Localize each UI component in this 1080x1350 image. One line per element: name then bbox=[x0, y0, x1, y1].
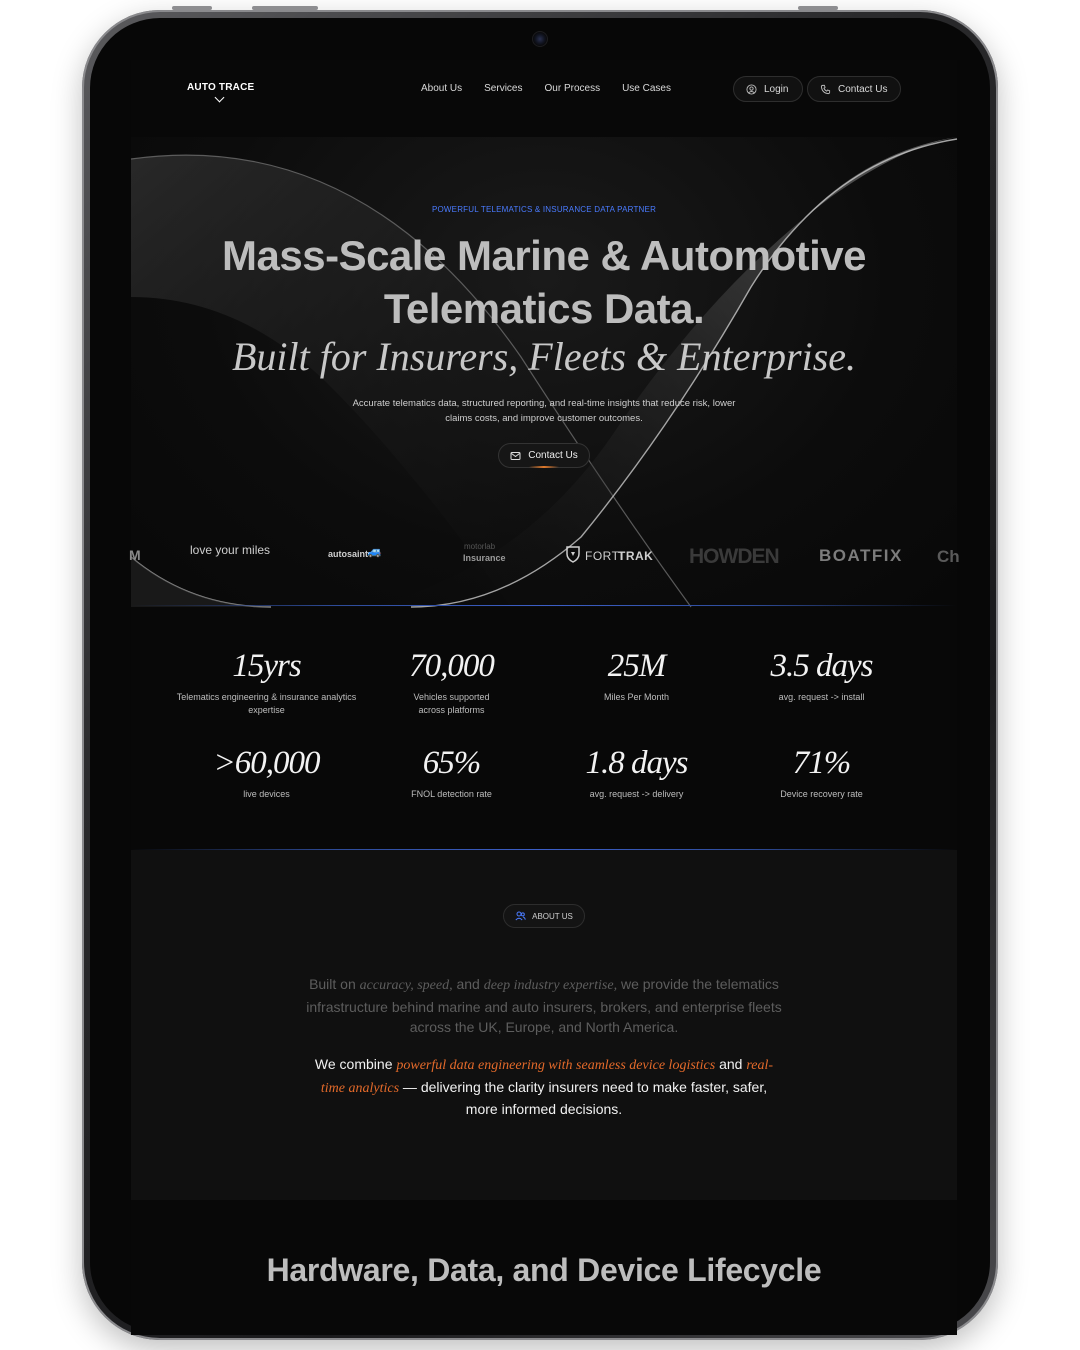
stat-label: avg. request -> delivery bbox=[589, 789, 684, 799]
divider bbox=[131, 605, 957, 606]
about-p1-emphasis: deep industry expertise, bbox=[483, 978, 618, 993]
logo-love-your-miles: love your miles bbox=[190, 543, 271, 557]
stat-value: 15yrs bbox=[232, 648, 301, 684]
logo-fortitrak-a: FORTI bbox=[585, 549, 624, 563]
stat-value: 71% bbox=[792, 745, 851, 781]
hero-cta-label: Contact Us bbox=[528, 450, 578, 461]
about-paragraph bbox=[306, 1054, 782, 1120]
hero-section bbox=[129, 137, 960, 607]
logo-boatfix: BOATFIX bbox=[819, 546, 903, 565]
stat-label: live devices bbox=[243, 789, 290, 799]
stat-value: 25M bbox=[607, 648, 666, 684]
hero-title-line1: Mass-Scale Marine & Automotive bbox=[222, 232, 866, 279]
about-p1-text: Built on bbox=[309, 976, 360, 992]
logo[interactable] bbox=[187, 82, 254, 93]
about-badge bbox=[503, 904, 585, 928]
lifecycle-title: Hardware, Data, and Device Lifecycle bbox=[266, 1252, 822, 1288]
client-logo-strip bbox=[129, 539, 960, 579]
stat-value: 3.5 days bbox=[770, 648, 873, 684]
stat-value: >60,000 bbox=[213, 745, 320, 781]
nav-link-about[interactable]: About Us bbox=[421, 83, 463, 94]
about-p1-text: and bbox=[452, 976, 484, 992]
stat-item bbox=[544, 648, 729, 704]
nav-links bbox=[421, 83, 671, 94]
logo-insurance: Insurance bbox=[463, 553, 506, 563]
car-icon: 🚙 bbox=[367, 544, 382, 558]
phone-icon bbox=[820, 84, 831, 95]
nav-link-use-cases[interactable]: Use Cases bbox=[622, 83, 671, 94]
nav-link-services[interactable]: Services bbox=[484, 83, 523, 94]
about-p1-emphasis: accuracy, speed, bbox=[359, 978, 453, 993]
hero-eyebrow: POWERFUL TELEMATICS & INSURANCE DATA PARTNER bbox=[431, 205, 657, 214]
hero-contact-button[interactable] bbox=[498, 443, 590, 468]
stat-item bbox=[359, 745, 544, 801]
stat-item bbox=[174, 648, 359, 717]
screen bbox=[129, 60, 960, 1335]
about-p2-highlight: powerful data engineering with seamless device logistics bbox=[396, 1058, 716, 1073]
about-p2-text: — delivering the clarity insurers need to make faster, safer, more informed decisions. bbox=[399, 1078, 768, 1117]
stat-item bbox=[544, 745, 729, 801]
contact-button[interactable] bbox=[807, 76, 901, 102]
logo-partial-right: Ch bbox=[937, 547, 960, 566]
logo-fortitrak-b: TRAK bbox=[618, 549, 654, 563]
nav-link-process[interactable]: Our Process bbox=[544, 83, 601, 94]
logo-insurance-top: motorlab bbox=[464, 542, 496, 551]
about-p1-text: we provide the telematics infrastructure behind marine and auto insurers, brokers, and enterprise fleets across the UK, Europe, and North America. bbox=[306, 976, 782, 1035]
camera-icon bbox=[532, 31, 548, 47]
login-button[interactable] bbox=[733, 76, 803, 102]
login-label: Login bbox=[764, 83, 789, 95]
about-p2-text: and bbox=[715, 1056, 747, 1072]
stat-item bbox=[359, 648, 544, 717]
stat-label: Miles Per Month bbox=[603, 692, 670, 702]
stat-value: 70,000 bbox=[409, 648, 494, 684]
stat-label: Telematics engineering & insurance analytics expertise bbox=[176, 692, 357, 715]
about-badge-label: ABOUT US bbox=[532, 911, 573, 921]
stat-item bbox=[174, 745, 359, 801]
top-nav bbox=[131, 60, 957, 120]
hardware-button bbox=[798, 6, 838, 10]
stat-value: 1.8 days bbox=[585, 745, 688, 781]
stat-label: FNOL detection rate bbox=[411, 789, 492, 799]
contact-label: Contact Us bbox=[838, 83, 888, 95]
hero-title-serif: Built for Insurers, Fleets & Enterprise. bbox=[231, 334, 857, 379]
logo-text: AUTO TRACE bbox=[187, 82, 255, 93]
hardware-button bbox=[172, 6, 212, 10]
about-p2-text: We combine bbox=[314, 1056, 397, 1072]
logo-howden: HOWDEN bbox=[689, 545, 779, 568]
lifecycle-section bbox=[131, 1200, 957, 1335]
stat-label: Vehicles supported across platforms bbox=[413, 692, 490, 715]
logo-autosaint: autosaint bbox=[328, 549, 369, 559]
hero-title-line2: Telematics Data. bbox=[383, 285, 705, 332]
shield-icon bbox=[565, 545, 581, 563]
stat-label: avg. request -> install bbox=[778, 692, 865, 702]
stat-item bbox=[729, 648, 914, 704]
stat-value: 65% bbox=[422, 745, 481, 781]
user-circle-icon bbox=[746, 84, 757, 95]
hero-subtitle: Accurate telematics data, structured reporting, and real-time insights that reduce risk, lower claims costs, and improve customer outcomes. bbox=[352, 398, 736, 424]
logo-chevron-icon bbox=[215, 93, 225, 103]
hardware-button bbox=[252, 6, 318, 10]
stats-section bbox=[131, 608, 957, 848]
users-icon bbox=[515, 911, 526, 921]
about-section bbox=[131, 850, 957, 1200]
about-p2-highlight: real-time analytics bbox=[320, 1058, 774, 1096]
logo-partial-left: M bbox=[129, 547, 141, 563]
about-paragraph-muted bbox=[296, 974, 792, 1038]
stat-item bbox=[729, 745, 914, 801]
mail-icon bbox=[510, 451, 521, 461]
stat-label: Device recovery rate bbox=[780, 789, 863, 799]
